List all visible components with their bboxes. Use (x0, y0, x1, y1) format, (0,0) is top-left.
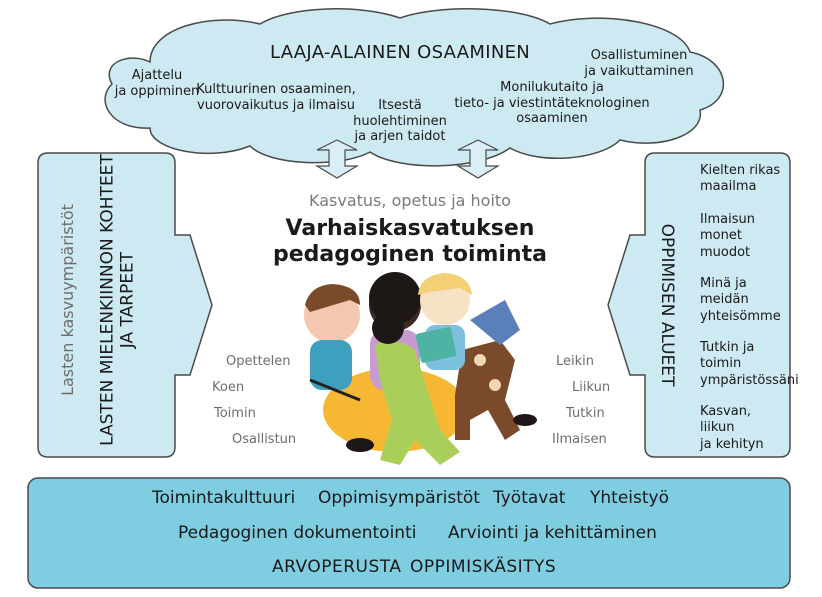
learning-area-line: Kielten rikas (700, 163, 781, 178)
right-box-title: OPPIMISEN ALUEET (657, 223, 677, 387)
learning-area-expression (700, 212, 755, 261)
left-box-title-line: LASTEN MIELENKIINNON KOHTEET (97, 154, 118, 446)
cloud-item-line: osaaminen (516, 111, 588, 127)
right-verb: Liikun (572, 380, 611, 395)
bottom-caps-item: OPPIMISKÄSITYS (410, 557, 557, 577)
cloud-item-line: Osallistuminen (590, 48, 688, 63)
center-title (240, 216, 580, 269)
bottom-item: Oppimisympäristöt (318, 488, 480, 508)
right-verb: Tutkin (566, 406, 605, 421)
cloud-item-line: vuorovaikutus ja ilmaisu (197, 97, 355, 113)
center-subtitle: Kasvatus, opetus ja hoito (309, 191, 511, 210)
bottom-caps-item: ARVOPERUSTA (272, 557, 402, 577)
right-verb: Leikin (556, 354, 595, 369)
learning-area-line: maailma (700, 179, 757, 195)
learning-area-line: ja kehityn (700, 436, 764, 452)
learning-area-line: ympäristössäni (700, 372, 799, 388)
left-verb: Opettelen (226, 354, 291, 369)
cloud-item-self-care (345, 98, 455, 145)
cloud-item-line: Ajattelu (131, 68, 183, 83)
learning-area-languages (700, 163, 780, 196)
learning-area-line: muodot (700, 244, 751, 260)
learning-area-growth (700, 404, 764, 453)
learning-area-line: meidän (700, 292, 749, 308)
cloud-item-multiliteracy (452, 80, 652, 127)
bottom-item: Yhteistyö (590, 488, 669, 508)
cloud-title: LAAJA-ALAINEN OSAAMINEN (269, 42, 531, 63)
bottom-item: Arviointi ja kehittäminen (448, 523, 657, 543)
left-box-title-line: JA TARPEET (118, 251, 138, 349)
learning-area-line: liikun (700, 420, 735, 436)
learning-area-line: Kasvan, (700, 404, 752, 419)
cloud-item-line: Kulttuurinen osaaminen, (196, 82, 356, 97)
left-verb: Osallistun (232, 432, 297, 447)
center-title-line: Varhaiskasvatuksen (285, 216, 535, 241)
bottom-item: Toimintakulttuuri (152, 488, 296, 508)
cloud-item-line: tieto- ja viestintäteknologinen (454, 95, 650, 111)
cloud-item-thinking (112, 68, 202, 99)
bottom-item: Pedagoginen dokumentointi (178, 523, 417, 543)
learning-area-line: Ilmaisun (700, 212, 755, 227)
cloud-item-line: ja oppiminen (114, 83, 200, 99)
learning-area-line: monet (700, 228, 742, 244)
left-verb: Toimin (214, 406, 256, 421)
cloud-item-line: huolehtiminen (353, 113, 447, 129)
learning-area-community (700, 276, 781, 325)
cloud-item-line: Monilukutaito ja (500, 80, 604, 95)
cloud-item-line: Itsestä (378, 98, 422, 113)
children-playing-illustration (304, 272, 537, 465)
bottom-item: Työtavat (493, 488, 566, 508)
left-box-grey-label: Lasten kasvuympäristöt (58, 204, 77, 396)
center-title-line: pedagoginen toiminta (273, 242, 547, 268)
learning-area-line: toimin (700, 356, 742, 372)
right-verb: Ilmaisen (552, 432, 607, 447)
learning-area-line: yhteisömme (700, 308, 781, 324)
cloud-item-participation (584, 48, 694, 79)
learning-area-line: Tutkin ja (700, 340, 755, 355)
left-verb: Koen (212, 380, 245, 395)
cloud-item-line: ja arjen taidot (354, 129, 446, 145)
learning-area-environment (700, 340, 799, 389)
learning-area-line: Minä ja (700, 276, 747, 291)
cloud-item-line: ja vaikuttaminen (584, 63, 694, 79)
cloud-item-culture (196, 82, 356, 113)
left-box-title (98, 150, 139, 450)
